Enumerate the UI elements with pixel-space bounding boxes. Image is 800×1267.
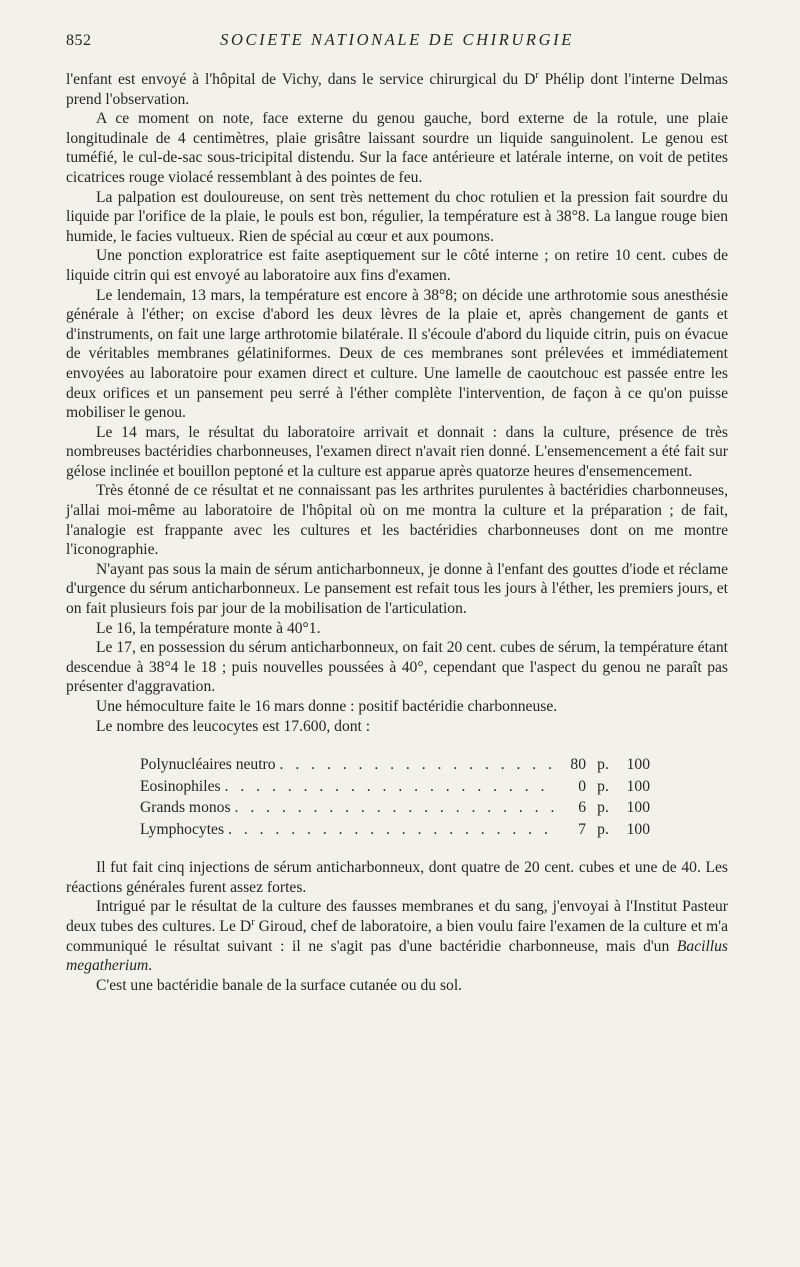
dot-leader	[280, 754, 556, 776]
paragraph: l'enfant est envoyé à l'hôpital de Vichy, dans le service chirurgical du $D^r$ Phélip dont l'interne Delmas prend l'observation.	[66, 69, 728, 108]
paragraph: N'ayant pas sous la main de sérum anticharbonneux, je donne à l'enfant des gouttes d'iode et réclame d'urgence du sérum anticharbonneux. Le pansement est refait tous les jours à l'éther, les premiers jours, et on fait plusieurs fois par jour de la mobilisation de l'articulation.	[66, 560, 728, 618]
cell-label: Eosinophiles	[140, 777, 221, 795]
cell-value: 0	[578, 777, 586, 795]
cell-label: Polynucléaires neutro	[140, 756, 276, 774]
cell-separator: p.	[597, 777, 609, 795]
dot-leader	[225, 776, 556, 798]
cell-value: 7	[578, 820, 586, 838]
running-title: SOCIETE NATIONALE DE CHIRURGIE	[220, 30, 574, 49]
cell-label: Lymphocytes	[140, 820, 225, 838]
cell-base: 100	[626, 777, 650, 795]
leucocyte-table	[140, 754, 650, 840]
document-body	[66, 70, 728, 995]
paragraph: Le lendemain, 13 mars, la température est encore à 38°8; on décide une arthrotomie sous anesthésie générale à l'éther; on excise d'abord les deux lèvres de la plaie et, après changement de gants et d'instruments, on fait une large arthrotomie bilatérale. Il s'écoule d'abord du liquide citrin, puis on évacue de véritables membranes gélatiniformes. Deux de ces membranes sont prélevées et immédiatement envoyées au laboratoire pour examen direct et culture. Une lamelle de caoutchouc est passée entre les deux orifices et un pansement peu serré à l'éther complète l'intervention, de façon à ce qu'on puisse mobiliser le genou.	[66, 286, 728, 422]
table-row	[140, 819, 650, 841]
cell-separator: p.	[597, 756, 609, 774]
paragraph: Très étonné de ce résultat et ne connaissant pas les arthrites purulentes à bactéridies charbonneuses, j'allai moi-même au laboratoire de l'hôpital où on me montra la culture et la préparation ; de fait, l'analogie est frappante avec les cultures et les bactéridies charbonneuses dont on me montre l'iconographie.	[66, 482, 728, 559]
page-number: 852	[66, 32, 92, 49]
cell-base: 100	[626, 756, 650, 774]
cell-base: 100	[626, 799, 650, 817]
species-name: Bacillus megatherium	[66, 937, 728, 975]
paragraph: C'est une bactéridie banale de la surface cutanée ou du sol.	[96, 976, 463, 994]
page-header	[66, 30, 728, 56]
cell-value: 6	[578, 799, 586, 817]
cell-value: 80	[570, 756, 586, 774]
table-row	[140, 797, 650, 819]
paragraph: Le 16, la température monte à 40°1.	[96, 619, 321, 637]
cell-separator: p.	[597, 820, 609, 838]
paragraph: A ce moment on note, face externe du genou gauche, bord externe de la rotule, une plaie longitudinale de 4 centimètres, plaie grisâtre laissant sourdre un liquide sanguinolent. Le genou est tuméfié, le cul-de-sac sous-tricipital distendu. Sur la face antérieure et latérale interne, on voit de petites cicatrices rouge violacé ressemblant à des pointes de feu.	[66, 110, 728, 186]
paragraph: Le 17, en possession du sérum anticharbonneux, on fait 20 cent. cubes de sérum, la température étant descendue à 38°4 le 18 ; puis nouvelles poussées à 40°, cependant que l'aspect du genou ne paraît pas présenter d'aggravation.	[66, 639, 728, 696]
paragraph: Le 14 mars, le résultat du laboratoire arrivait et donnait : dans la culture, présence de très nombreuses bactéridies charbonneuses, l'examen direct n'avait rien donné. L'ensemencement a été fait sur gélose inclinée et bouillon peptoné et la culture est apparue après quatorze heures d'ensemencement.	[66, 423, 728, 480]
cell-base: 100	[626, 820, 650, 838]
paragraph: Intrigué par le résultat de la culture des fausses membranes et du sang, j'envoyai à l'Institut Pasteur deux tubes des cultures. Le $D^r$ Giroud, chef de laboratoire, a bien voulu faire l'examen de la culture et m'a communiqué le résultat suivant : il ne s'agit pas d'une bactéridie charbonneuse, mais d'un Bacillus megatherium.	[66, 898, 728, 975]
paragraph: La palpation est douloureuse, on sent très nettement du choc rotulien et la pression fait sourdre du liquide par l'orifice de la plaie, le pouls est bon, régulier, la température est à 38°8. La langue rouge bien humide, le facies vultueux. Rien de spécial au cœur et aux poumons.	[66, 188, 728, 245]
paragraph: Il fut fait cinq injections de sérum anticharbonneux, dont quatre de 20 cent. cubes et une de 40. Les réactions générales furent assez fortes.	[66, 859, 728, 896]
paragraph: Une hémoculture faite le 16 mars donne : positif bactéridie charbonneuse.	[96, 698, 558, 715]
dot-leader	[235, 797, 556, 819]
cell-label: Grands monos	[140, 799, 231, 817]
paragraph: Le nombre des leucocytes est 17.600, dont :	[96, 717, 371, 735]
table-row	[140, 776, 650, 798]
cell-separator: p.	[597, 799, 609, 817]
dot-leader	[228, 819, 556, 841]
paragraph: Une ponction exploratrice est faite aseptiquement sur le côté interne ; on retire 10 cent. cubes de liquide citrin qui est envoyé au laboratoire aux fins d'examen.	[66, 247, 728, 284]
table-row	[140, 754, 650, 776]
